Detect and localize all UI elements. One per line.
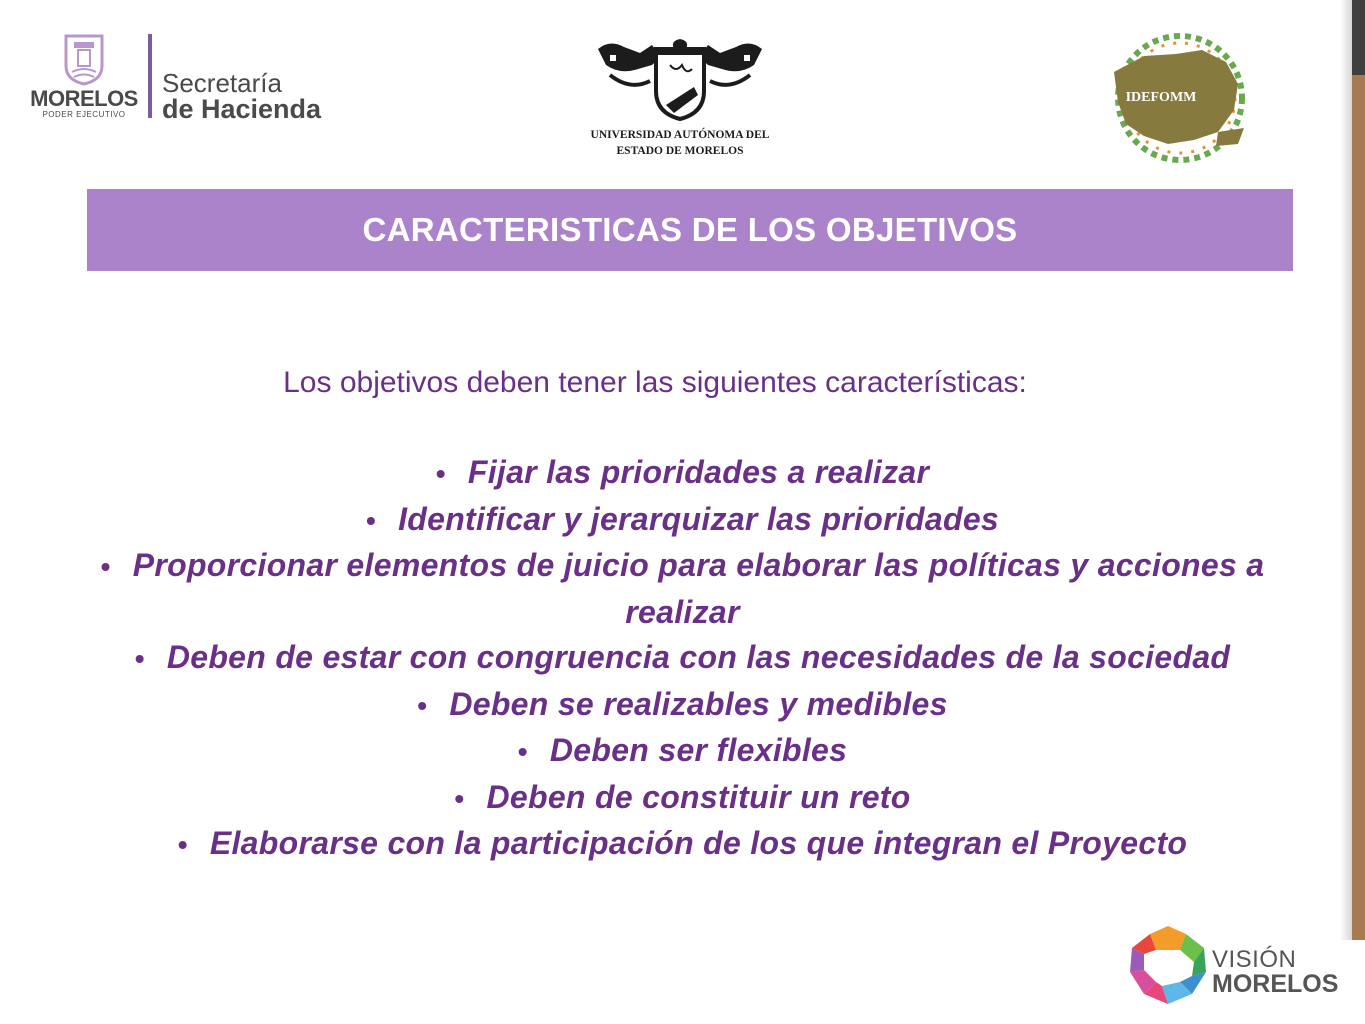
uaem-name — [590, 127, 770, 159]
objectives-list — [0, 450, 1365, 868]
vision-morelos-logo — [1126, 924, 1339, 1008]
bullet-icon: • — [100, 551, 111, 582]
morelos-hacienda-logo — [28, 30, 328, 130]
list-item-text: Proporcionar elementos de juicio para elaborar las políticas y acciones a realizar — [132, 547, 1265, 630]
morelos-label: MORELOS — [1212, 970, 1339, 998]
hacienda-label: de Hacienda — [162, 94, 322, 124]
uaem-name-line1: UNIVERSIDAD AUTÓNOMA DEL — [590, 129, 770, 141]
uaem-logo — [590, 35, 770, 160]
bullet-icon: • — [417, 689, 428, 721]
list-item-text: Deben de estar con congruencia con las necesidades de la sociedad — [166, 639, 1231, 675]
morelos-shield-icon — [62, 32, 106, 86]
right-edge-bar-dark — [1352, 0, 1365, 75]
title-band — [87, 189, 1293, 271]
vision-label: VISIÓN — [1212, 946, 1297, 973]
intro-text: Los objetivos deben tener las siguientes características: — [283, 366, 1027, 399]
list-item — [0, 821, 1365, 868]
list-item — [0, 728, 1365, 775]
list-item — [0, 635, 1365, 682]
list-item-text: Deben ser flexibles — [549, 732, 848, 768]
bullet-icon: • — [365, 504, 377, 536]
list-item — [0, 775, 1365, 822]
bullet-icon: • — [454, 782, 465, 814]
list-item — [0, 497, 1365, 544]
list-item-text: Fijar las prioridades a realizar — [467, 454, 930, 490]
idefomm-logo — [1098, 32, 1262, 164]
list-item-text: Identificar y jerarquizar las prioridades — [398, 500, 1000, 537]
uaem-crest-icon — [590, 35, 770, 125]
secretaria-label: Secretaría — [162, 68, 282, 98]
list-item-text: Deben se realizables y medibles — [449, 685, 948, 722]
slide-title: CARACTERISTICAS DE LOS OBJETIVOS — [362, 211, 1018, 248]
list-item-text: Elaborarse con la participación de los que integran el Proyecto — [209, 825, 1188, 861]
morelos-wordmark: MORELOS — [30, 86, 138, 111]
bullet-icon: • — [134, 643, 145, 674]
idefomm-label: IDEFOMM — [1125, 90, 1197, 105]
bullet-icon: • — [435, 458, 446, 489]
morelos-subtitle: PODER EJECUTIVO — [42, 110, 126, 119]
list-item — [0, 543, 1365, 635]
bullet-icon: • — [517, 736, 528, 767]
list-item — [0, 682, 1365, 729]
list-item-text: Deben de constituir un reto — [486, 778, 911, 815]
bullet-icon: • — [177, 829, 188, 860]
vision-hexagon-icon — [1126, 924, 1210, 1008]
uaem-name-line2: ESTADO DE MORELOS — [616, 145, 744, 157]
list-item — [0, 450, 1365, 497]
logo-divider — [148, 34, 152, 118]
